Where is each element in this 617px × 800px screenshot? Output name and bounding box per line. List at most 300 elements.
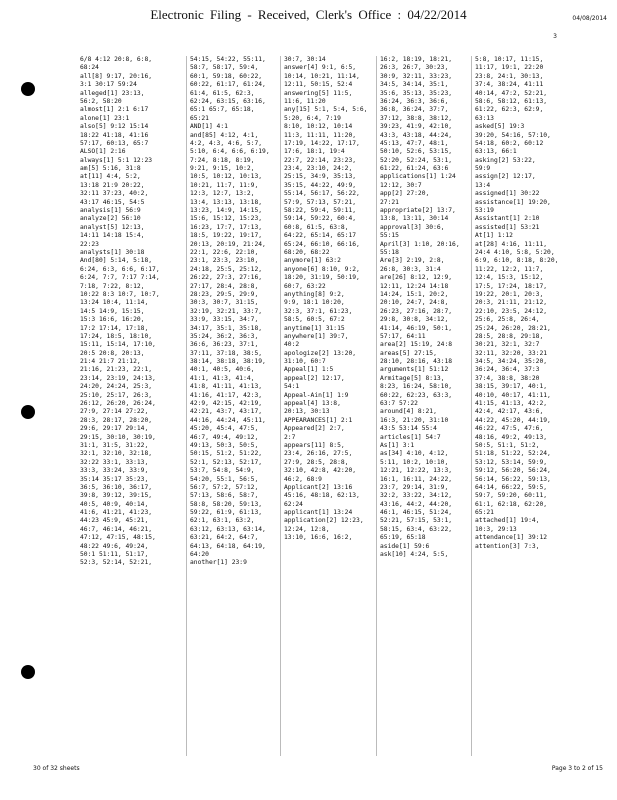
index-entry-line: areas[5] 27:15,	[380, 349, 437, 357]
punch-hole-icon	[21, 665, 35, 679]
index-entry-line: 2:7	[284, 433, 296, 441]
index-entry-line: 22:7, 22:14, 23:23,	[284, 156, 357, 164]
index-entry-line: 32:1, 32:10, 32:18,	[80, 450, 153, 458]
corner-code: 04/08/2014	[572, 15, 607, 22]
index-entry-line: 57:17, 64:11	[380, 332, 426, 340]
index-entry-line: 32:2, 33:22, 34:12,	[380, 492, 453, 500]
index-entry-line: 18:5, 19:22, 19:17,	[190, 232, 263, 240]
index-entry-line: 40:10, 40:17, 41:11,	[475, 391, 551, 399]
index-entry-line: 62:1, 63:1, 63:2,	[190, 517, 255, 525]
index-entry-line: 40:5, 40:9, 40:14,	[80, 500, 149, 508]
index-entry-line: 23:4, 26:16, 27:5,	[284, 450, 353, 458]
index-entry-line: 50:10, 52:6, 53:15,	[380, 148, 453, 156]
index-entry-line: 15:6, 15:12, 15:23,	[190, 215, 263, 223]
index-entry-line: 63:13, 66:1	[475, 148, 517, 156]
index-entry-line: area[2] 15:19, 24:8	[380, 341, 453, 349]
index-entry-line: 51:18, 51:22, 52:24,	[475, 450, 551, 458]
index-entry-line: 41:14, 46:19, 50:1,	[380, 324, 453, 332]
index-entry-line: Assistant[1] 2:10	[475, 215, 540, 223]
index-entry-line: 58:15, 63:4, 63:22,	[380, 525, 453, 533]
index-entry-line: 23:1, 23:3, 23:10,	[190, 257, 259, 265]
column-divider	[471, 56, 472, 756]
index-entry-line: 41:8, 41:11, 41:13,	[190, 383, 263, 391]
index-entry-line: 60:7, 63:22	[284, 282, 326, 290]
index-entry-line: 38:15, 39:17, 40:1,	[475, 383, 548, 391]
index-entry-line: at[28] 4:16, 11:11,	[475, 240, 548, 248]
index-entry-line: 49:13, 50:3, 50:5,	[190, 441, 259, 449]
index-entry-line: 29:15, 30:10, 30:19,	[80, 433, 156, 441]
index-entry-line: ask[10] 4:24, 5:5,	[380, 551, 449, 559]
index-entry-line: 55:15	[380, 232, 399, 240]
index-entry-line: around[4] 8:21,	[380, 408, 437, 416]
index-entry-line: 27:17, 28:4, 28:8,	[190, 282, 259, 290]
index-entry-line: 10:21, 11:7, 11:9,	[190, 181, 259, 189]
index-entry-line: 13:23, 14:9, 14:15,	[190, 207, 263, 215]
index-entry-line: 54:20, 55:1, 56:5,	[190, 475, 259, 483]
index-entry-line: 10:3, 29:13	[475, 525, 517, 533]
index-entry-line: 23:7, 29:14, 31:9,	[380, 483, 449, 491]
index-entry-line: 30:21, 32:1, 32:7	[475, 341, 540, 349]
index-entry-line: 56:14, 56:22, 59:13,	[475, 475, 551, 483]
index-entry-line: 55:18	[380, 248, 399, 256]
index-entry-line: 52:1, 52:13, 52:17,	[190, 458, 263, 466]
index-entry-line: analysts[1] 30:18	[80, 248, 145, 256]
index-entry-line: 43:3, 43:18, 44:24,	[380, 131, 453, 139]
index-entry-line: 53:12, 53:14, 59:9,	[475, 458, 548, 466]
index-entry-line: 54:1	[284, 383, 300, 391]
index-column-5	[475, 56, 567, 756]
index-entry-line: another[1] 23:9	[190, 559, 247, 567]
index-entry-line: 61:22, 61:24, 63:6	[380, 165, 449, 173]
index-entry-line: 58:5, 60:5, 67:2	[284, 316, 345, 324]
index-entry-line: 46:22, 47:5, 47:6,	[475, 425, 544, 433]
index-entry-line: 59:22, 61:9, 61:13,	[190, 509, 263, 517]
index-entry-line: 57:9, 57:13, 57:21,	[284, 198, 357, 206]
index-entry-line: 14:5 14:9, 15:15,	[80, 307, 145, 315]
index-entry-line: assign[2] 12:17,	[475, 173, 536, 181]
index-entry-line: alleged[1] 23:13,	[80, 89, 145, 97]
index-entry-line: 58:22, 59:4, 59:11,	[284, 207, 357, 215]
index-entry-line: 52:20, 52:24, 53:1,	[380, 156, 453, 164]
index-entry-line: 14:11 14:18 15:4,	[80, 232, 145, 240]
index-entry-line: 6:9, 6:10, 8:18, 8:20,	[475, 257, 559, 265]
index-entry-line: 14:24, 15:1, 20:2,	[380, 290, 449, 298]
index-entry-line: 34:17, 35:1, 35:18,	[190, 324, 263, 332]
index-entry-line: 12:11, 50:15, 52:4	[284, 81, 353, 89]
index-entry-line: 41:1, 41:3, 41:4,	[190, 374, 255, 382]
index-entry-line: 32:10, 42:8, 42:20,	[284, 467, 357, 475]
index-entry-line: 57:17, 60:13, 65:7	[80, 139, 149, 147]
index-entry-line: 29:8, 30:8, 34:12,	[380, 316, 449, 324]
index-entry-line: 44:16, 44:24, 45:11,	[190, 416, 266, 424]
index-column-4	[380, 56, 469, 756]
index-entry-line: 54:15, 54:22, 55:11,	[190, 56, 266, 63]
index-entry-line: 46:7, 46:14, 46:21,	[80, 525, 153, 533]
index-entry-line: am[5] 5:16, 31:8	[80, 165, 141, 173]
index-entry-line: 60:1, 59:18, 60:22,	[190, 72, 263, 80]
index-entry-line: 20:3, 21:11, 21:12,	[475, 299, 548, 307]
index-entry-line: 42:21, 43:7, 43:17,	[190, 408, 263, 416]
index-entry-line: articles[1] 54:7	[380, 433, 441, 441]
index-entry-line: anytime[1] 31:15	[284, 324, 345, 332]
index-entry-line: 61:1, 62:18, 62:20,	[475, 500, 548, 508]
index-entry-line: 63:12, 63:13, 63:14,	[190, 525, 266, 533]
index-entry-line: application[2] 12:23,	[284, 517, 364, 525]
index-entry-line: Armitage[5] 8:13,	[380, 374, 445, 382]
index-entry-line: 20:5 20:8, 20:13,	[80, 349, 145, 357]
index-entry-line: 15:11, 15:14, 17:10,	[80, 341, 156, 349]
index-entry-line: 37:12, 38:8, 38:12,	[380, 114, 453, 122]
index-entry-line: anywhere[1] 39:7,	[284, 332, 349, 340]
index-entry-line: 6:24, 6:3, 6:6, 6:17,	[80, 265, 160, 273]
index-entry-line: Appeal[1] 1:5	[284, 366, 334, 374]
index-entry-line: 22:23	[80, 240, 99, 248]
index-entry-line: 27:9, 28:5, 28:8,	[284, 458, 349, 466]
index-entry-line: 10:14, 10:21, 11:14,	[284, 72, 360, 80]
index-entry-line: also[5] 9:12 15:14	[80, 123, 149, 131]
index-entry-line: 29:6, 29:17 29:14,	[80, 425, 149, 433]
index-entry-line: 56:7, 57:2, 57:12,	[190, 483, 259, 491]
index-entry-line: 58:8, 58:20, 59:13,	[190, 500, 263, 508]
index-entry-line: 47:12, 47:15, 48:15,	[80, 534, 156, 542]
index-entry-line: 58:6, 58:12, 61:13,	[475, 97, 548, 105]
index-entry-line: 28:3, 28:17, 28:20,	[80, 416, 153, 424]
index-entry-line: 13:24 10:4, 11:14,	[80, 299, 149, 307]
index-entry-line: 65:24, 66:10, 66:16,	[284, 240, 360, 248]
index-entry-line: anything[8] 9:2,	[284, 290, 345, 298]
index-entry-line: 28:10, 28:16, 43:18	[380, 358, 453, 366]
index-entry-line: 61:22, 62:3, 62:9,	[475, 106, 544, 114]
index-entry-line: 28:23, 29:5, 29:9,	[190, 290, 259, 298]
index-entry-line: 39:8, 39:12, 39:15,	[80, 492, 153, 500]
index-entry-line: 45:13, 47:7, 48:1,	[380, 139, 449, 147]
index-entry-line: 12:24, 12:8,	[284, 525, 330, 533]
index-entry-line: apologize[2] 13:20,	[284, 349, 357, 357]
index-entry-line: 37:11, 37:18, 38:5,	[190, 349, 263, 357]
index-entry-line: 50:15, 51:2, 51:22,	[190, 450, 263, 458]
index-entry-line: 40:1, 40:5, 40:6,	[190, 366, 255, 374]
index-entry-line: are[26] 8:12, 12:9,	[380, 274, 453, 282]
index-entry-line: 25:24, 26:20, 28:21,	[475, 324, 551, 332]
index-entry-line: 52:21, 57:15, 53:1,	[380, 517, 453, 525]
index-entry-line: 52:3, 52:14, 52:21,	[80, 559, 153, 567]
index-entry-line: 9:9, 18:1 10:20,	[284, 299, 345, 307]
index-entry-line: 23:14, 23:19, 24:13,	[80, 374, 156, 382]
index-entry-line: 8:10, 10:12, 10:14	[284, 123, 353, 131]
index-entry-line: 53:19	[475, 207, 494, 215]
index-entry-line: 25:15, 34:9, 35:13,	[284, 173, 357, 181]
index-entry-line: 37:4, 38:24, 41:11	[475, 81, 544, 89]
index-entry-line: 46:7, 49:4, 49:12,	[190, 433, 259, 441]
index-entry-line: 22:10, 23:5, 24:12,	[475, 307, 548, 315]
index-entry-line: answer[4] 9:1, 6:5,	[284, 64, 357, 72]
index-entry-line: 31:10, 60:7	[284, 358, 326, 366]
index-entry-line: 26:22, 27:3, 27:16,	[190, 274, 263, 282]
index-entry-line: 20:10, 24:7, 24:8,	[380, 299, 449, 307]
index-entry-line: Are[3] 2:19, 2:8,	[380, 257, 445, 265]
index-entry-line: 63:13	[475, 114, 494, 122]
index-entry-line: 60:8, 61:5, 63:8,	[284, 223, 349, 231]
page-number: 3	[553, 33, 557, 40]
index-entry-line: 5:11, 10:2, 10:10,	[380, 458, 449, 466]
index-entry-line: at[11] 4:4, 5:2,	[80, 173, 141, 181]
index-entry-line: 24:18, 25:5, 25:12,	[190, 265, 263, 273]
index-entry-line: always[1] 5:1 12:23	[80, 156, 153, 164]
index-entry-line: 57:13, 58:6, 58:7,	[190, 492, 259, 500]
index-entry-line: 25:6, 25:8, 26:4,	[475, 316, 540, 324]
index-entry-line: 12:3, 12:7, 13:2,	[190, 190, 255, 198]
index-entry-line: analyze[2] 56:10	[80, 215, 141, 223]
index-entry-line: 39:20, 54:16, 57:10,	[475, 131, 551, 139]
index-entry-line: 26:8, 30:3, 31:4	[380, 265, 441, 273]
index-entry-line: 6:24, 7:7, 7:17 7:14,	[80, 274, 160, 282]
index-entry-line: 64:22, 65:14, 65:17	[284, 232, 357, 240]
index-column-2	[190, 56, 278, 756]
index-entry-line: AND[1] 4:1	[190, 123, 228, 131]
index-entry-line: 24:4 4:10, 5:8, 5:20,	[475, 248, 555, 256]
index-entry-line: almost[1] 2:1 6:17	[80, 106, 149, 114]
index-entry-line: 36:5, 36:10, 36:17,	[80, 483, 153, 491]
index-entry-line: 41:6, 41:21, 41:23,	[80, 509, 153, 517]
index-entry-line: asking[2] 53:22,	[475, 156, 536, 164]
index-entry-line: 37:4, 38:8, 38:20	[475, 374, 540, 382]
index-entry-line: applications[1] 1:24	[380, 173, 456, 181]
index-entry-line: appeal[2] 12:17,	[284, 374, 345, 382]
index-entry-line: 42:9, 42:15, 42:19,	[190, 400, 263, 408]
index-entry-line: all[8] 9:17, 20:16,	[80, 72, 153, 80]
index-entry-line: 17:2 17:14, 17:18,	[80, 324, 149, 332]
index-entry-line: 34:5, 34:24, 35:20,	[475, 358, 548, 366]
index-entry-line: 33:9, 33:15, 34:7,	[190, 316, 259, 324]
index-entry-line: 48:16, 49:2, 49:13,	[475, 433, 548, 441]
column-divider	[186, 56, 187, 756]
punch-hole-icon	[21, 82, 35, 96]
index-entry-line: 25:10, 25:17, 26:3,	[80, 391, 153, 399]
index-entry-line: anymore[1] 63:2	[284, 257, 341, 265]
index-entry-line: 13:10, 16:6, 16:2,	[284, 534, 353, 542]
index-entry-line: assistance[1] 19:20,	[475, 198, 551, 206]
index-entry-line: 32:19, 32:21, 33:7,	[190, 307, 263, 315]
index-entry-line: 19:22, 20:1, 20:3,	[475, 290, 544, 298]
index-entry-line: 36:6, 36:23, 37:1,	[190, 341, 259, 349]
index-entry-line: 17:19, 14:22, 17:17,	[284, 139, 360, 147]
index-entry-line: 55:14, 56:17, 56:22,	[284, 190, 360, 198]
index-entry-line: anyone[6] 8:10, 9:2,	[284, 265, 360, 273]
index-entry-line: 32:3, 37:1, 61:23,	[284, 307, 353, 315]
index-entry-line: 18:22 41:18, 41:16	[80, 131, 149, 139]
index-entry-line: applicant[1] 13:24	[284, 509, 353, 517]
index-entry-line: 58:7, 58:17, 59:4,	[190, 64, 259, 72]
index-entry-line: 28:5, 28:8, 29:18,	[475, 332, 544, 340]
index-entry-line: 7:24, 8:18, 8:19,	[190, 156, 255, 164]
index-entry-line: 27:9, 27:14 27:22,	[80, 408, 149, 416]
page-range: Page 3 to 2 of 15	[551, 765, 603, 772]
index-entry-line: 62:24	[284, 500, 303, 508]
column-divider	[280, 56, 281, 756]
index-entry-line: 36:8, 36:24, 37:7,	[380, 106, 449, 114]
index-entry-line: 42:4, 42:17, 43:6,	[475, 408, 544, 416]
index-entry-line: 65:19, 65:18	[380, 534, 426, 542]
index-entry-line: appeal[4] 13:8,	[284, 400, 341, 408]
index-entry-line: 41:15, 41:13, 42:2,	[475, 400, 548, 408]
index-entry-line: 48:22 49:6, 49:24,	[80, 542, 149, 550]
index-entry-line: 22:1, 22:6, 22:10,	[190, 248, 259, 256]
index-entry-line: 30:3, 30:7, 31:15,	[190, 299, 259, 307]
index-entry-line: 45:20, 45:4, 47:5,	[190, 425, 259, 433]
index-entry-line: 11:17, 19:1, 22:20	[475, 64, 544, 72]
index-entry-line: 17:5, 17:24, 18:17,	[475, 282, 548, 290]
index-entry-line: 65:1 65:7, 65:18,	[190, 106, 255, 114]
index-entry-line: 36:24, 36:4, 37:3	[475, 366, 540, 374]
index-entry-line: April[3] 1:10, 20:16,	[380, 240, 460, 248]
index-entry-line: Appeared[2] 2:7,	[284, 425, 345, 433]
index-entry-line: 26:3, 26:7, 30:23,	[380, 64, 449, 72]
index-column-3	[284, 56, 374, 756]
index-entry-line: 10:5, 10:12, 10:13,	[190, 173, 263, 181]
index-entry-line: assisted[1] 53:21	[475, 223, 540, 231]
index-entry-line: 23:4, 23:10, 24:2,	[284, 165, 353, 173]
index-entry-line: 16:3, 21:20, 31:10	[380, 416, 449, 424]
index-entry-line: 59:9	[475, 165, 491, 173]
index-entry-line: 61:4, 61:5, 62:3,	[190, 89, 255, 97]
index-entry-line: 39:23, 41:9, 42:10,	[380, 123, 453, 131]
index-entry-line: 31:1, 31:5, 31:22,	[80, 441, 149, 449]
index-entry-line: 54:18, 60:2, 60:12	[475, 139, 544, 147]
sheet-count: 30 of 32 sheets	[33, 765, 80, 772]
index-entry-line: 53:7, 54:8, 54:9,	[190, 467, 255, 475]
index-entry-line: arguments[1] 51:12	[380, 366, 449, 374]
index-entry-line: 35:15, 44:22, 49:9,	[284, 181, 357, 189]
index-entry-line: 63:21, 64:2, 64:7,	[190, 534, 259, 542]
index-entry-line: 18:20, 31:19, 50:19,	[284, 274, 360, 282]
index-entry-line: 12:12, 30:7	[380, 181, 422, 189]
index-entry-line: 43:5 53:14 55:4	[380, 425, 437, 433]
index-entry-line: app[2] 27:20,	[380, 190, 430, 198]
index-entry-line: 13:4, 13:13, 13:18,	[190, 198, 263, 206]
index-entry-line: alone[1] 23:1	[80, 114, 130, 122]
index-entry-line: 43:16, 44:2, 44:20,	[380, 500, 453, 508]
punch-hole-icon	[21, 405, 35, 419]
index-entry-line: 59:14, 59:22, 60:4,	[284, 215, 357, 223]
index-entry-line: 62:24, 63:15, 63:16,	[190, 97, 266, 105]
index-entry-line: 64:14, 66:22, 59:5,	[475, 483, 548, 491]
index-entry-line: 26:23, 27:16, 28:7,	[380, 307, 453, 315]
index-entry-line: 35:6, 35:13, 35:23,	[380, 89, 453, 97]
index-entry-line: 65:21	[190, 114, 209, 122]
index-entry-line: 32:11 37:23, 40:2,	[80, 190, 149, 198]
index-entry-line: 23:8, 24:1, 30:13,	[475, 72, 544, 80]
index-entry-line: 35:24, 36:2, 36:3,	[190, 332, 259, 340]
index-entry-line: APPEARANCES[1] 2:1	[284, 416, 353, 424]
index-entry-line: asked[5] 19:3	[475, 123, 525, 131]
index-entry-line: 11:22, 12:2, 11:7,	[475, 265, 544, 273]
index-column-1	[80, 56, 184, 756]
index-entry-line: answering[5] 11:5,	[284, 89, 353, 97]
index-entry-line: 27:21	[380, 198, 399, 206]
index-entry-line: 3:1 30:17 59:24	[80, 81, 137, 89]
index-entry-line: 65:21	[475, 509, 494, 517]
index-entry-line: 16:1, 16:11, 24:22,	[380, 475, 453, 483]
index-entry-line: 34:5, 34:14, 35:1,	[380, 81, 449, 89]
index-entry-line: attendance[1] 39:12	[475, 534, 548, 542]
index-entry-line: Applicant[2] 13:16	[284, 483, 353, 491]
index-entry-line: 26:12, 26:20, 26:24,	[80, 400, 156, 408]
index-entry-line: 35:14 35:17 35:23,	[80, 475, 149, 483]
index-entry-line: appears[11] 8:5,	[284, 441, 345, 449]
index-entry-line: 5:8, 10:17, 11:15,	[475, 56, 544, 63]
index-entry-line: approval[3] 30:6,	[380, 223, 445, 231]
index-entry-line: and[85] 4:12, 4:1,	[190, 131, 259, 139]
index-entry-line: aside[1] 59:6	[380, 542, 430, 550]
index-entry-line: 30:7, 30:14	[284, 56, 326, 63]
index-entry-line: 59:7, 59:20, 60:11,	[475, 492, 548, 500]
index-entry-line: 46:1, 46:15, 51:24,	[380, 509, 453, 517]
index-entry-line: 5:20, 6:4, 7:19	[284, 114, 341, 122]
index-entry-line: 13:4	[475, 181, 491, 189]
index-entry-line: 11:6, 11:20	[284, 97, 326, 105]
index-entry-line: 11:3, 11:11, 11:20,	[284, 131, 357, 139]
index-entry-line: 36:24, 36:3, 36:6,	[380, 97, 449, 105]
index-entry-line: 63:7 57:22	[380, 400, 418, 408]
index-entry-line: 43:17 46:15, 54:5	[80, 198, 145, 206]
index-entry-line: 8:23, 16:24, 58:10,	[380, 383, 453, 391]
index-entry-line: 44:23 45:9, 45:21,	[80, 517, 149, 525]
index-entry-line: 20:13, 20:19, 21:24,	[190, 240, 266, 248]
index-entry-line: 21:16, 21:23, 22:1,	[80, 366, 153, 374]
index-entry-line: 50:5, 51:1, 51:2,	[475, 441, 540, 449]
index-entry-line: 46:2, 68:9	[284, 475, 322, 483]
column-divider	[376, 56, 377, 756]
index-entry-line: assigned[1] 30:22	[475, 190, 540, 198]
index-entry-line: attached[1] 19:4,	[475, 517, 540, 525]
index-entry-line: 56:2, 58:20	[80, 97, 122, 105]
index-entry-line: 41:16, 41:17, 42:3,	[190, 391, 263, 399]
index-entry-line: 16:23, 17:7, 17:13,	[190, 223, 263, 231]
index-entry-line: ALSO[1] 2:16	[80, 148, 126, 156]
index-entry-line: any[15] 5:1, 5:4, 5:6,	[284, 106, 368, 114]
index-entry-line: analyst[5] 12:13,	[80, 223, 145, 231]
index-entry-line: 12:4, 15:3, 15:12,	[475, 274, 544, 282]
index-entry-line: 12:11, 12:24 14:18	[380, 282, 449, 290]
index-entry-line: 12:21, 12:22, 13:3,	[380, 467, 453, 475]
index-entry-line: 9:21, 9:15, 10:2,	[190, 165, 255, 173]
index-entry-line: 6/8 4:12 20:8, 6:8,	[80, 56, 153, 63]
index-entry-line: 13:8, 13:11, 30:14	[380, 215, 449, 223]
index-entry-line: 38:14, 38:18, 38:19,	[190, 358, 266, 366]
index-entry-line: 40:2	[284, 341, 300, 349]
index-entry-line: 16:2, 18:19, 18:21,	[380, 56, 453, 63]
index-entry-line: 15:3 16:6, 16:20,	[80, 316, 145, 324]
index-entry-line: As[1] 3:1	[380, 441, 415, 449]
index-entry-line: 4:2, 4:3, 4:6, 5:7,	[190, 139, 263, 147]
index-entry-line: And[80] 5:14, 5:18,	[80, 257, 153, 265]
index-entry-line: 40:14, 47:2, 52:21,	[475, 89, 548, 97]
index-entry-line: 5:10, 6:4, 6:6, 6:19,	[190, 148, 270, 156]
index-entry-line: analysis[1] 56:9	[80, 207, 141, 215]
index-entry-line: 32:22 33:1, 33:13,	[80, 458, 149, 466]
index-entry-line: 20:13, 30:13	[284, 408, 330, 416]
index-entry-line: appropriate[2] 13:7,	[380, 207, 456, 215]
index-entry-line: 21:4 21:7 21:12,	[80, 358, 141, 366]
index-entry-line: attention[3] 7:3,	[475, 542, 540, 550]
index-entry-line: 45:16, 48:18, 62:13,	[284, 492, 360, 500]
index-entry-line: 64:20	[190, 551, 209, 559]
filing-stamp-header: Electronic Filing - Received, Clerk's Office : 04/22/2014	[150, 7, 467, 22]
index-entry-line: 10:22 8:3 10:7, 10:7,	[80, 290, 160, 298]
index-entry-line: 44:22, 45:20, 44:19,	[475, 416, 551, 424]
index-entry-line: 60:22, 62:23, 63:3,	[380, 391, 453, 399]
index-entry-line: 30:9, 32:11, 33:23,	[380, 72, 453, 80]
